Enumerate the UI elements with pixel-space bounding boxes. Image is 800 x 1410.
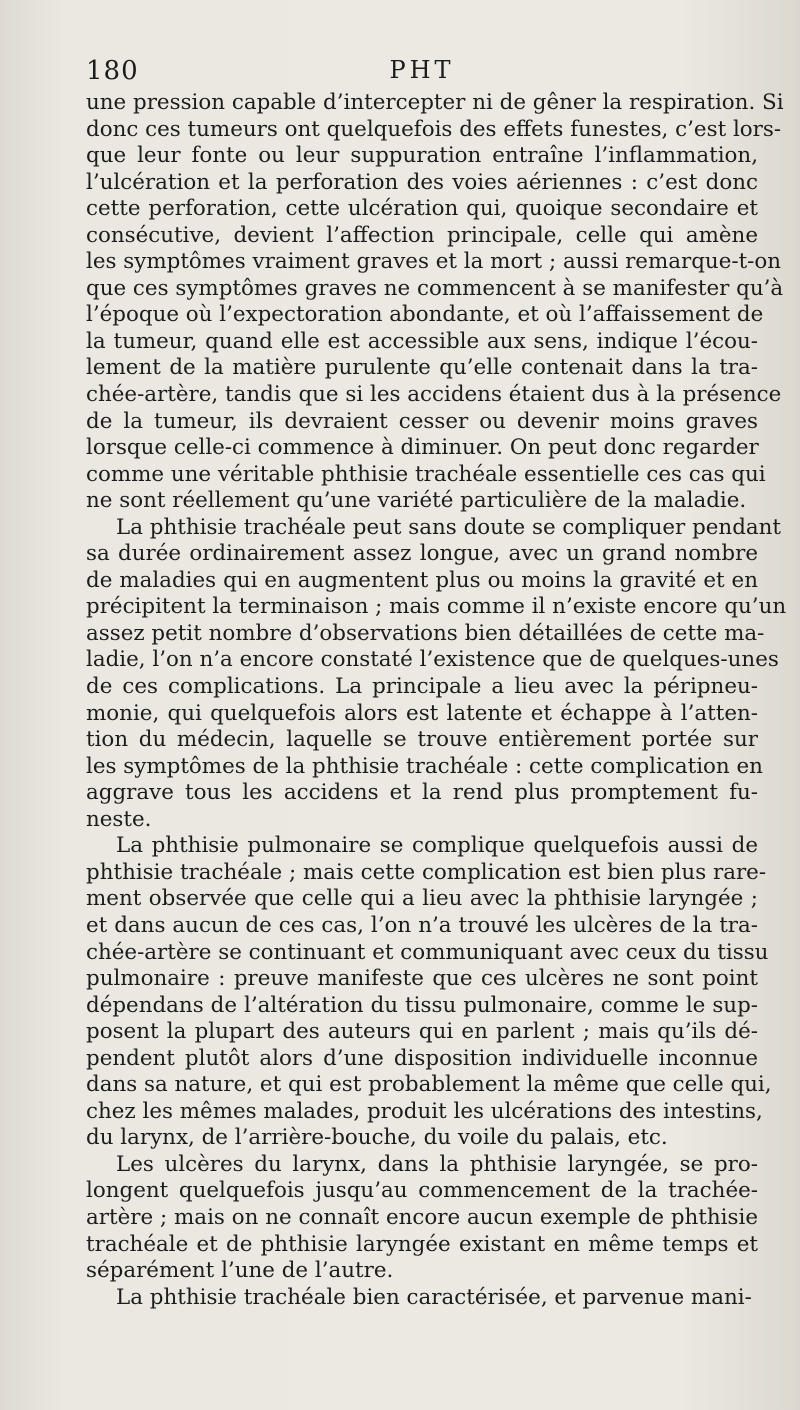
text-line: chée-artère se continuant et communiquant avec ceux du tissu (86, 939, 769, 965)
text-line: pulmonaire : preuve manifeste que ces ulcères ne sont point (86, 966, 758, 992)
text-line: chée-artère, tandis que si les accidens étaient dus à la présence (86, 382, 782, 408)
text-line: artère ; mais on ne connaît encore aucun exemple de phthisie (86, 1204, 758, 1230)
text-line: longent quelquefois jusqu’au commencement de la trachée- (86, 1178, 758, 1204)
text-line: de ces complications. La principale a lieu avec la péripneu- (86, 674, 758, 700)
text-line: Les ulcères du larynx, dans la phthisie laryngée, se pro- (116, 1151, 758, 1177)
text-line: que ces symptômes graves ne commencent à se manifester qu’à (86, 275, 784, 301)
page-number: 180 (86, 56, 139, 86)
text-line: ladie, l’on n’a encore constaté l’existence que de quelques-unes (86, 647, 779, 673)
text-line: tion du médecin, laquelle se trouve entièrement portée sur (86, 727, 758, 753)
text-line: du larynx, de l’arrière-bouche, du voile du palais, etc. (86, 1125, 668, 1151)
text-line: séparément l’une de l’autre. (86, 1258, 394, 1284)
text-line: cette perforation, cette ulcération qui, quoique secondaire et (86, 196, 758, 222)
body-text (86, 90, 787, 1311)
text-line: de la tumeur, ils devraient cesser ou devenir moins graves (86, 408, 758, 434)
text-line: aggrave tous les accidens et la rend plus promptement fu- (86, 780, 758, 806)
text-line: lement de la matière purulente qu’elle contenait dans la tra- (86, 355, 758, 381)
text-line: et dans aucun de ces cas, l’on n’a trouvé les ulcères de la tra- (86, 912, 758, 938)
text-line: consécutive, devient l’affection principale, celle qui amène (86, 222, 758, 248)
text-line: phthisie trachéale ; mais cette complication est bien plus rare- (86, 859, 767, 885)
text-line: sa durée ordinairement assez longue, avec un grand nombre (86, 541, 758, 567)
text-line: pendent plutôt alors d’une disposition individuelle inconnue (86, 1045, 758, 1071)
text-line: la tumeur, quand elle est accessible aux sens, indique l’écou- (86, 328, 758, 354)
text-line: posent la plupart des auteurs qui en parlent ; mais qu’ils dé- (86, 1019, 758, 1045)
text-line: précipitent la terminaison ; mais comme il n’existe encore qu’un (86, 594, 787, 620)
text-line: La phthisie trachéale peut sans doute se compliquer pendant (116, 514, 782, 540)
paragraph (86, 1152, 758, 1285)
text-line: trachéale et de phthisie laryngée existant en même temps et (86, 1231, 758, 1257)
paragraph (86, 1285, 758, 1312)
text-line: de maladies qui en augmentent plus ou moins la gravité et en (86, 567, 758, 593)
text-line: donc ces tumeurs ont quelquefois des effets funestes, c’est lors- (86, 116, 782, 142)
text-line: dépendans de l’altération du tissu pulmonaire, comme le sup- (86, 992, 758, 1018)
text-line: monie, qui quelquefois alors est latente et échappe à l’atten- (86, 700, 758, 726)
text-line: lorsque celle-ci commence à diminuer. On peut donc regarder (86, 435, 759, 461)
text-line: chez les mêmes malades, produit les ulcérations des intestins, (86, 1098, 763, 1124)
paragraph (86, 514, 787, 834)
text-line: ne sont réellement qu’une variété particulière de la maladie. (86, 488, 747, 514)
text-line: l’ulcération et la perforation des voies aériennes : c’est donc (86, 169, 758, 195)
text-line: une pression capable d’intercepter ni de gêner la respiration. Si (86, 90, 784, 115)
text-line: dans sa nature, et qui est probablement la même que celle qui, (86, 1072, 772, 1098)
text-line: assez petit nombre d’observations bien détaillées de cette ma- (86, 620, 765, 646)
text-line: neste. (86, 806, 152, 832)
text-line: les symptômes vraiment graves et la mort ; aussi remarque-t-on (86, 249, 782, 275)
running-head: PHT (389, 56, 455, 84)
paragraph (86, 833, 772, 1152)
paragraph (86, 90, 784, 515)
text-line: les symptômes de la phthisie trachéale : cette complication en (86, 753, 763, 779)
text-line: La phthisie trachéale bien caractérisée, et parvenue mani- (116, 1284, 752, 1310)
text-line: que leur fonte ou leur suppuration entraîne l’inflammation, (86, 143, 758, 169)
text-line: comme une véritable phthisie trachéale essentielle ces cas qui (86, 461, 766, 487)
text-line: La phthisie pulmonaire se complique quelquefois aussi de (116, 833, 758, 859)
page-header (86, 56, 758, 90)
text-line: ment observée que celle qui a lieu avec la phthisie laryngée ; (86, 886, 758, 912)
text-line: l’époque où l’expectoration abondante, et où l’affaissement de (86, 302, 764, 328)
